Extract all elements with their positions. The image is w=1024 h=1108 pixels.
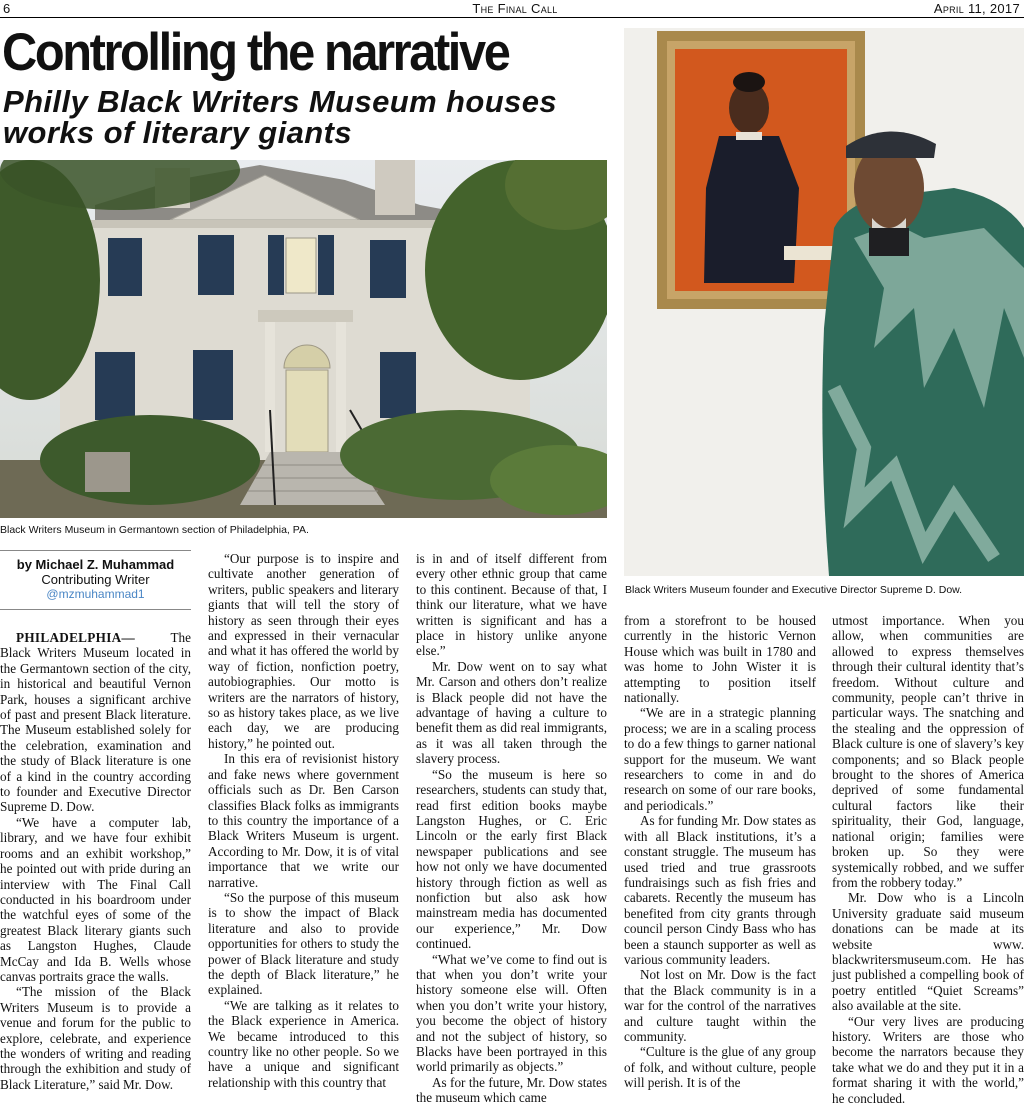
article-column-1 xyxy=(0,630,191,1092)
article-paragraph: Mr. Dow went on to say what Mr. Carson and others don’t realize is Black people did not have the advantage of having a culture to benefit them as did real immigrants, as it was all taken through the slavery process. xyxy=(416,658,607,767)
article-paragraph: “Culture is the glue of any group of folk, and without culture, people will perish. It is of the xyxy=(624,1044,816,1091)
portrait-photo-caption: Black Writers Museum founder and Executive Director Supreme D. Dow. xyxy=(625,584,963,596)
article-paragraph: is in and of itself different from every other ethnic group that came to this continent. Because of that, I think our literature, what we have written is significant and has a place in history unlike anyone else.” xyxy=(416,551,607,659)
article-column-2 xyxy=(208,551,399,1090)
founder-portrait-illustration xyxy=(624,28,1024,576)
article-paragraph: PHILADELPHIA— The Black Writers Museum located in the Germantown section of the city, in historical and beautiful Vernon Park, houses a significant archive of past and present Black literature. The Museum established solely for the celebration, examination and the study of Black literature is one of a kind in the country according to founder and Executive Director Supreme D. Dow. xyxy=(0,630,191,815)
article-paragraph: Mr. Dow who is a Lincoln University graduate said museum donations can be made at its website www. blackwritersmuseum.com. He has just published a compelling book of poetry entitled “Quiet Screams” also available at the site. xyxy=(832,890,1024,1014)
dateline: PHILADELPHIA— xyxy=(16,630,135,645)
headline: Controlling the narrative xyxy=(2,23,509,82)
article-paragraph: “The mission of the Black Writers Museum is to provide a venue and forum for the public to explore, celebrate, and experience the wonders of writing and reading through the exhibition and study of Black Literature,” said Mr. Dow. xyxy=(0,984,191,1092)
founder-portrait-photo xyxy=(624,28,1024,576)
publication-name: The Final Call xyxy=(472,1,558,16)
byline xyxy=(0,550,191,610)
author-role: Contributing Writer xyxy=(41,572,150,587)
museum-house-photo xyxy=(0,160,607,518)
article-paragraph: Not lost on Mr. Dow is the fact that the Black community is in a war for the control of the narratives and culture taught within the community. xyxy=(624,967,816,1044)
article-paragraph: “So the purpose of this museum is to show the impact of Black literature and also to provide opportunities for others to study the power of Black literature and study the depth of Black literature,” he explained. xyxy=(208,889,399,998)
article-paragraph: “Our very lives are producing history. Writers are those who become the narrators because they take what we do and they put it in a format sharing it with the world,” he concluded. xyxy=(832,1013,1024,1106)
article-paragraph: “So the museum is here so researchers, students can study that, read first edition books maybe Langston Hughes, or C. Eric Lincoln or the early first Black newspaper publications and see how not only we have documented history through fiction as well as nonfiction but also ask how mainstream media has documented our experience,” Mr. Dow continued. xyxy=(416,766,607,952)
article-column-3 xyxy=(416,551,607,1106)
article-paragraph: “We are in a strategic planning process; we are in a scaling process to do a few things to garner national support for the museum. We want researchers to come in and do research on some of our rare books, and periodicals.” xyxy=(624,705,816,813)
article-paragraph: As for funding Mr. Dow states as with all Black institutions, it’s a constant struggle. The museum has used tried and true grassroots fundraisings such as fish fries and cabarets. Recently the museum has benefited from city grants through council person Cindy Bass who has been a staunch supporter as well as various community leaders. xyxy=(624,813,816,967)
article-column-4 xyxy=(624,613,816,1091)
author-twitter-handle[interactable]: @mzmuhammad1 xyxy=(46,587,145,601)
article-paragraph: As for the future, Mr. Dow states the museum which came xyxy=(416,1074,607,1106)
article-paragraph: “We are talking as it relates to the Black experience in America. We became introduced to this country like no other people. So we have a unique and significant relationship with this country that xyxy=(208,997,399,1090)
issue-date: April 11, 2017 xyxy=(933,1,1020,16)
house-photo-caption: Black Writers Museum in Germantown section of Philadelphia, PA. xyxy=(0,524,309,536)
article-paragraph: “Our purpose is to inspire and cultivate another generation of writers, public speakers and literary giants that will tell the story of history as seen through their eyes and expressed in their vernacular and what it has offered the world by way of fiction, nonfiction poetry, autobiographies. Our motto is writers are the narrators of history, so as history takes place, as we live each day, we are producing history,” he pointed out. xyxy=(208,551,399,751)
article-paragraph: “We have a computer lab, library, and we have four exhibit rooms and an exhibit workshop,” he pointed out with pride during an interview with The Final Call conducted in his boardroom under the watchful eyes of some of the greatest Black literary giants such as Langston Hughes, Claude McCay and Ida B. Wells whose canvas portraits grace the walls. xyxy=(0,814,191,984)
page-header xyxy=(0,0,1024,18)
author-name: by Michael Z. Muhammad xyxy=(16,557,175,572)
subheadline: Philly Black Writers Museum houses works of literary giants xyxy=(3,84,557,150)
article-paragraph: utmost importance. When you allow, when communities are allowed to express themselves through their cultural identity that’s freedom. Without culture and community, people can’t thrive in particular ways. The snatching and the stealing and the oppression of Black culture is one of slavery’s key components; and so Black people brought to the shores of America deprived of some fundamental cultural factors like their spirituality, their God, language, national origin; families were broken up. So they were systemically robbed, and we suffer from the robbery today.” xyxy=(832,613,1024,890)
article-paragraph: “What we’ve come to find out is that when you don’t write your history someone else will. Often when you don’t write your history, you become the object of history and not the subject of history, so Blacks have been portrayed in this world primarily as objects.” xyxy=(416,951,607,1075)
page-number: 6 xyxy=(3,1,11,16)
article-column-5 xyxy=(832,613,1024,1106)
article-paragraph: In this era of revisionist history and fake news where government officials such as Dr. Ben Carson classifies Black folks as immigrants to this country the importance of a Black Writers Museum is urgent. According to Mr. Dow, it is of vital importance that we write our narrative. xyxy=(208,751,399,890)
article-paragraph: from a storefront to be housed currently in the historic Vernon House which was built in 1780 and was home to John Wister it is attempting to position itself nationally. xyxy=(624,613,816,706)
museum-house-illustration xyxy=(0,160,607,518)
